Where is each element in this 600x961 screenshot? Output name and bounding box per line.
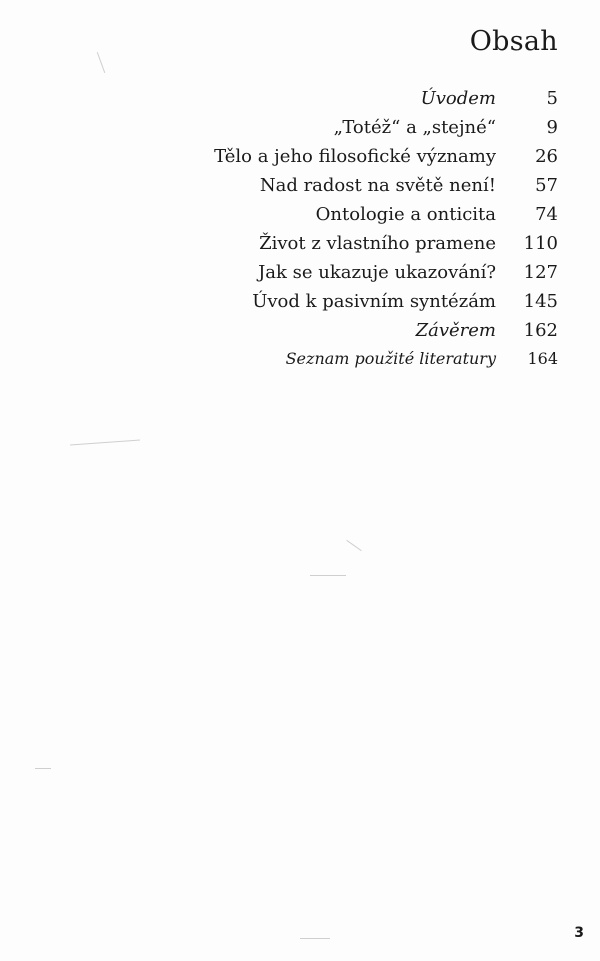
- toc-entry: [38, 291, 558, 320]
- toc-entry: [38, 204, 558, 233]
- toc-entry-page: 127: [523, 262, 558, 283]
- scan-speck: [70, 440, 140, 446]
- table-of-contents: [38, 88, 558, 378]
- toc-entry-page: 145: [523, 291, 558, 312]
- toc-entry-page: 26: [535, 146, 558, 167]
- toc-entry-title: Ontologie a onticita: [315, 204, 496, 225]
- toc-entry-title: Úvod k pasivním syntézám: [252, 291, 496, 312]
- toc-entry: [38, 146, 558, 175]
- toc-entry-title: Tělo a jeho filosofické významy: [214, 146, 496, 167]
- toc-entry-page: 9: [546, 117, 558, 138]
- scan-speck: [35, 768, 51, 769]
- toc-entry-page: 110: [523, 233, 558, 254]
- scan-speck: [97, 52, 105, 73]
- toc-entry-title: Jak se ukazuje ukazování?: [258, 262, 496, 283]
- toc-entry: [38, 175, 558, 204]
- toc-entry-page: 5: [546, 88, 558, 109]
- toc-entry-page: 57: [535, 175, 558, 196]
- scan-speck: [310, 575, 346, 576]
- toc-entry-title: Život z vlastního pramene: [259, 233, 496, 254]
- toc-entry-title: Seznam použité literatury: [285, 349, 496, 368]
- page-title: Obsah: [469, 26, 558, 57]
- toc-entry: [38, 117, 558, 146]
- toc-entry-title: Závěrem: [415, 320, 496, 341]
- toc-entry: [38, 320, 558, 349]
- toc-entry: [38, 262, 558, 291]
- toc-entry-page: 164: [527, 349, 558, 368]
- toc-entry-page: 162: [523, 320, 558, 341]
- toc-entry: [38, 233, 558, 262]
- toc-entry: [38, 349, 558, 378]
- page-number: 3: [574, 925, 584, 941]
- toc-entry-page: 74: [535, 204, 558, 225]
- scan-speck: [346, 540, 361, 551]
- toc-entry-title: „Totéž“ a „stejné“: [333, 117, 496, 138]
- toc-entry: [38, 88, 558, 117]
- toc-entry-title: Úvodem: [420, 88, 496, 109]
- toc-entry-title: Nad radost na světě není!: [259, 175, 496, 196]
- scan-speck: [300, 938, 330, 939]
